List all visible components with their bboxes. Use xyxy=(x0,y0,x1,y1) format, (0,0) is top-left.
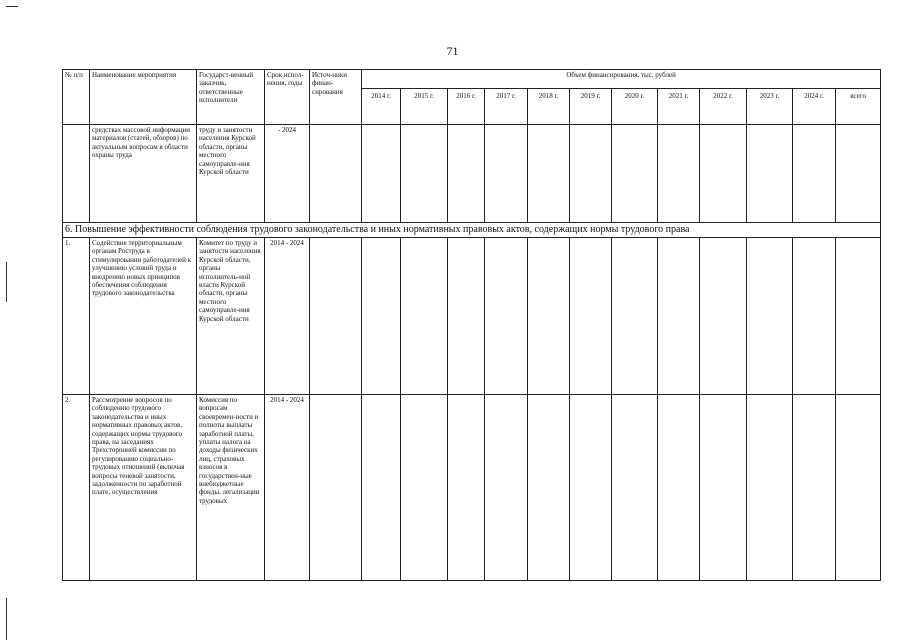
cell-num xyxy=(63,125,90,223)
cell-value xyxy=(747,238,793,395)
cell-value xyxy=(658,238,700,395)
scan-artifact-left-bottom xyxy=(6,598,7,640)
financing-table xyxy=(62,69,881,581)
cell-customer: труду и занятости населения Курской области, органы местного самоуправле-ния Курской области xyxy=(197,125,265,223)
cell-term: 2014 - 2024 xyxy=(265,238,310,395)
cell-value xyxy=(612,238,658,395)
header-source: Источ-ники финан-сирования xyxy=(310,70,362,125)
header-customer: Государст-венный заказчик, ответственные исполнители xyxy=(197,70,265,125)
cell-name: средствах массовой информации материалов (статей, обзоров) по актуальным вопросам в области охраны труда xyxy=(90,125,197,223)
cell-value xyxy=(485,395,528,581)
cell-name: Рассмотрение вопросов по соблюдению трудового законодательства и иных нормативных правовых актов, содержащих нормы трудового права, на заседаниях Трехсторонней комиссии по регулированию социально-трудовых отношений (включая вопросы теневой занятости, задолженности по заработной плате, осуществления xyxy=(90,395,197,581)
cell-term: - 2024 xyxy=(265,125,310,223)
year-2016: 2016 г. xyxy=(448,89,485,125)
year-2020: 2020 г. xyxy=(612,89,658,125)
cell-name: Содействие территориальным органам Роструда в стимулировании работодателей к улучшению условий труда и внедрению новых принципов обеспечения соблюдения трудового законодательства xyxy=(90,238,197,395)
cell-value xyxy=(836,238,881,395)
cell-value xyxy=(612,395,658,581)
table-row-continuation xyxy=(63,125,881,223)
year-2023: 2023 г. xyxy=(747,89,793,125)
cell-value xyxy=(448,125,485,223)
table-row xyxy=(63,238,881,395)
cell-value xyxy=(570,238,612,395)
cell-value xyxy=(448,238,485,395)
cell-value xyxy=(362,125,401,223)
cell-value xyxy=(401,395,448,581)
cell-customer: Комиссия по вопросам своевремен-ности и полноты выплаты заработной платы, уплаты налога на доходы физических лиц, страховых взносов в государствен-ные внебюджетные фонды, легализации трудовых xyxy=(197,395,265,581)
header-row-top xyxy=(63,70,881,89)
cell-term: 2014 - 2024 xyxy=(265,395,310,581)
cell-value xyxy=(401,238,448,395)
cell-value xyxy=(485,238,528,395)
year-2019: 2019 г. xyxy=(570,89,612,125)
cell-value xyxy=(793,395,836,581)
cell-value xyxy=(401,125,448,223)
cell-value xyxy=(793,125,836,223)
section-header-row xyxy=(63,223,881,238)
cell-value xyxy=(836,125,881,223)
header-funding: Объем финансирования, тыс. рублей xyxy=(362,70,881,89)
cell-customer: Комитет по труду и занятости населения Курской области, органы исполнитель-ной власти Курской области, органы местного самоуправле-ния Курской области xyxy=(197,238,265,395)
scan-artifact-left xyxy=(6,262,7,302)
page-number: 71 xyxy=(446,44,459,58)
cell-num: 2. xyxy=(63,395,90,581)
cell-value xyxy=(570,395,612,581)
section-title: 6. Повышение эффективности соблюдения трудового законодательства и иных нормативных правовых актов, содержащих нормы трудового права xyxy=(63,223,881,238)
cell-value xyxy=(528,395,570,581)
cell-source xyxy=(310,238,362,395)
cell-source xyxy=(310,125,362,223)
cell-value xyxy=(747,125,793,223)
year-2021: 2021 г. xyxy=(658,89,700,125)
year-total: всего xyxy=(836,89,881,125)
cell-value xyxy=(362,238,401,395)
cell-value xyxy=(658,125,700,223)
cell-value xyxy=(485,125,528,223)
table-row xyxy=(63,395,881,581)
cell-value xyxy=(528,238,570,395)
cell-source xyxy=(310,395,362,581)
year-2018: 2018 г. xyxy=(528,89,570,125)
cell-value xyxy=(793,238,836,395)
cell-value xyxy=(700,238,747,395)
year-2014: 2014 г. xyxy=(362,89,401,125)
cell-value xyxy=(836,395,881,581)
header-name: Наименование мероприятия xyxy=(90,70,197,125)
cell-value xyxy=(528,125,570,223)
year-2015: 2015 г. xyxy=(401,89,448,125)
cell-value xyxy=(700,395,747,581)
scan-artifact-top xyxy=(6,6,18,7)
year-2022: 2022 г. xyxy=(700,89,747,125)
cell-value xyxy=(747,395,793,581)
year-2024: 2024 г. xyxy=(793,89,836,125)
cell-value xyxy=(658,395,700,581)
header-term: Срок испол-нения, годы xyxy=(265,70,310,125)
cell-num: 1. xyxy=(63,238,90,395)
cell-value xyxy=(700,125,747,223)
cell-value xyxy=(362,395,401,581)
cell-value xyxy=(570,125,612,223)
cell-value xyxy=(612,125,658,223)
header-num: № п/п xyxy=(63,70,90,125)
year-2017: 2017 г. xyxy=(485,89,528,125)
cell-value xyxy=(448,395,485,581)
